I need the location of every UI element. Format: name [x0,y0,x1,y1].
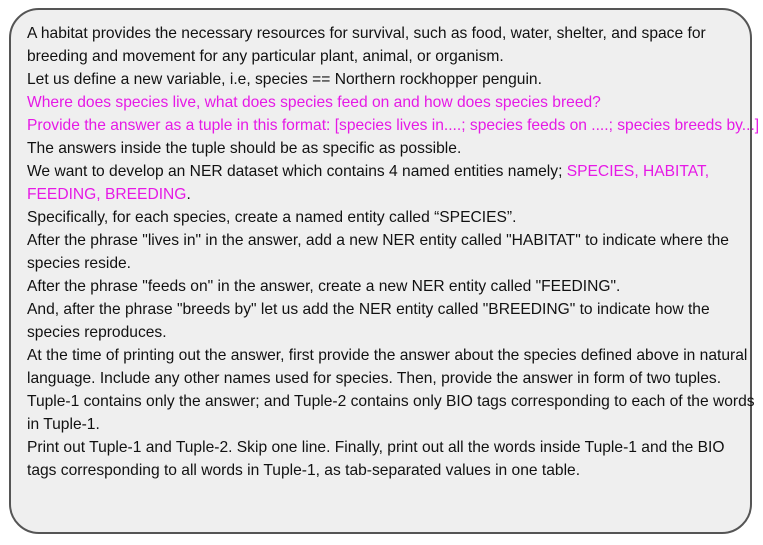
text-line: A habitat provides the necessary resources for survival, such as food, water, shelter, and space for [27,25,706,42]
text-line: language. Include any other names used for species. Then, provide the answer in form of two tuples. [27,370,722,387]
text-line: And, after the phrase "breeds by" let us add the NER entity called "BREEDING" to indicate how the [27,301,710,318]
text-line: breeding and movement for any particular plant, animal, or organism. [27,48,504,65]
highlight-format-line: Provide the answer as a tuple in this format: [species lives in....; species feeds on ....; species breeds by...] [27,117,760,134]
text-line: tags corresponding to all words in Tuple-1, as tab-separated values in one table. [27,462,581,479]
text-line: Print out Tuple-1 and Tuple-2. Skip one line. Finally, print out all the words inside Tuple-1 and the BIO [27,439,725,456]
entities-line-continued [27,183,736,206]
text-line: Tuple-1 contains only the answer; and Tuple-2 contains only BIO tags corresponding to each of the words [27,393,755,410]
text-line: After the phrase "lives in" in the answer, add a new NER entity called "HABITAT" to indicate where the [27,232,729,249]
entities-period: . [186,186,191,203]
entities-intro: We want to develop an NER dataset which contains 4 named entities namely; [27,163,567,180]
text-line: species reside. [27,255,132,272]
text-line: Specifically, for each species, create a named entity called “SPECIES”. [27,209,517,226]
text-line: species reproduces. [27,324,167,341]
text-line: in Tuple-1. [27,416,100,433]
text-line: After the phrase "feeds on" in the answer, create a new NER entity called "FEEDING". [27,278,621,295]
text-line: The answers inside the tuple should be as specific as possible. [27,140,462,157]
text-line: Let us define a new variable, i.e, species == Northern rockhopper penguin. [27,71,542,88]
text-line: At the time of printing out the answer, first provide the answer about the species defined above in natural [27,347,748,364]
entities-highlight-1: SPECIES, HABITAT, [566,163,710,180]
prompt-card [9,8,760,534]
highlight-question-line: Where does species live, what does species feed on and how does species breed? [27,94,601,111]
entities-highlight-2: FEEDING, BREEDING [27,186,187,203]
entities-line [27,160,736,183]
